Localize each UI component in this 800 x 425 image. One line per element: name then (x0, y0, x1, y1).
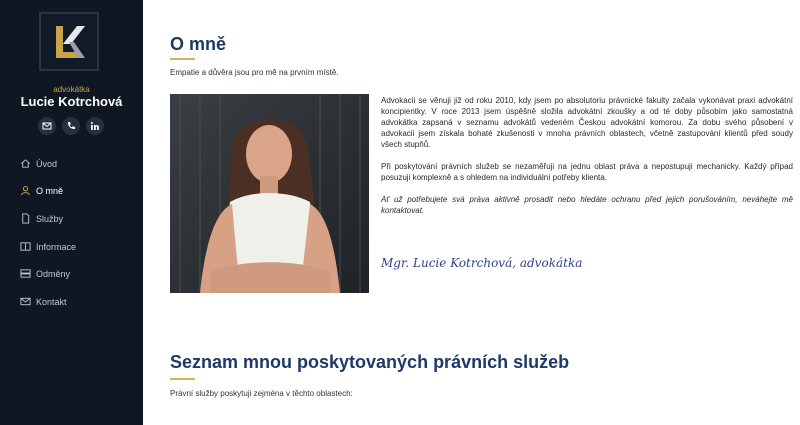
nav-item-uvod[interactable] (20, 150, 76, 178)
about-lead: Empatie a důvěra jsou pro mě na prvním místě. (170, 68, 339, 77)
book-icon (20, 241, 32, 253)
sidebar (0, 0, 143, 425)
nav-label: Informace (36, 241, 77, 252)
about-text (381, 95, 793, 227)
main-content (143, 0, 800, 425)
home-icon (20, 158, 32, 170)
portrait-photo (170, 94, 369, 293)
email-icon (42, 121, 52, 131)
nav-label: Úvod (36, 158, 58, 169)
nav-item-o-mne[interactable] (20, 178, 76, 206)
social-links (38, 117, 104, 135)
role-label: advokátka (53, 85, 90, 94)
nav-label: Kontakt (36, 296, 67, 307)
about-paragraph: Při poskytování právních služeb se nezaměřuji na jednu oblast práva a nepostupuji mechanicky. Každý případ posuzuji komplexně a s ohledem na individuální potřeby klienta. (381, 162, 793, 182)
nav-label: Služby (36, 213, 64, 224)
nav-label: O mně (36, 186, 64, 197)
email-link[interactable] (38, 117, 56, 135)
nav-item-informace[interactable] (20, 233, 76, 261)
nav-item-odmeny[interactable] (20, 260, 76, 288)
nav-label: Odměny (36, 269, 71, 280)
nav-item-sluzby[interactable] (20, 205, 76, 233)
linkedin-icon (90, 121, 100, 131)
services-title: Seznam mnou poskytovaných právních služeb (170, 352, 570, 372)
about-paragraph: Advokacii se věnuji již od roku 2010, kdy jsem po absolutoriu právnické fakulty začala vykonávat praxi advokátní koncipientky. V roce 2013 jsem úspěšně složila advokátní zkoušky a od té doby působím jako samostatná advokátka zapsaná v seznamu advokátů vedeném Českou advokátní komorou. Za dobu svého působení v advokacii jsem získala bohaté zkušenosti v mnoha právních oblastech, včetně zastupování klientů před soudy všech stupňů. (381, 96, 793, 149)
main-nav (20, 150, 76, 316)
file-icon (20, 213, 32, 225)
nav-item-kontakt[interactable] (20, 288, 76, 316)
phone-link[interactable] (62, 117, 80, 135)
services-lead: Právní služby poskytuji zejména v těchto oblastech: (170, 389, 353, 398)
attorney-name: Lucie Kotrchová (20, 94, 123, 109)
logo[interactable] (39, 12, 99, 71)
about-title: O mně (170, 34, 227, 54)
phone-icon (66, 121, 76, 131)
title-underline (170, 378, 195, 380)
mail-icon (20, 296, 32, 308)
linkedin-link[interactable] (86, 117, 104, 135)
logo-mark-icon (41, 14, 97, 69)
user-icon (20, 185, 32, 197)
title-underline (170, 58, 195, 60)
signature: Mgr. Lucie Kotrchová, advokátka (381, 256, 583, 270)
server-icon (20, 268, 32, 280)
about-paragraph: Ať už potřebujete svá práva aktivně prosadit nebo hledáte ochranu před jejich porušováním, neváhejte mě kontaktovat. (381, 195, 793, 215)
